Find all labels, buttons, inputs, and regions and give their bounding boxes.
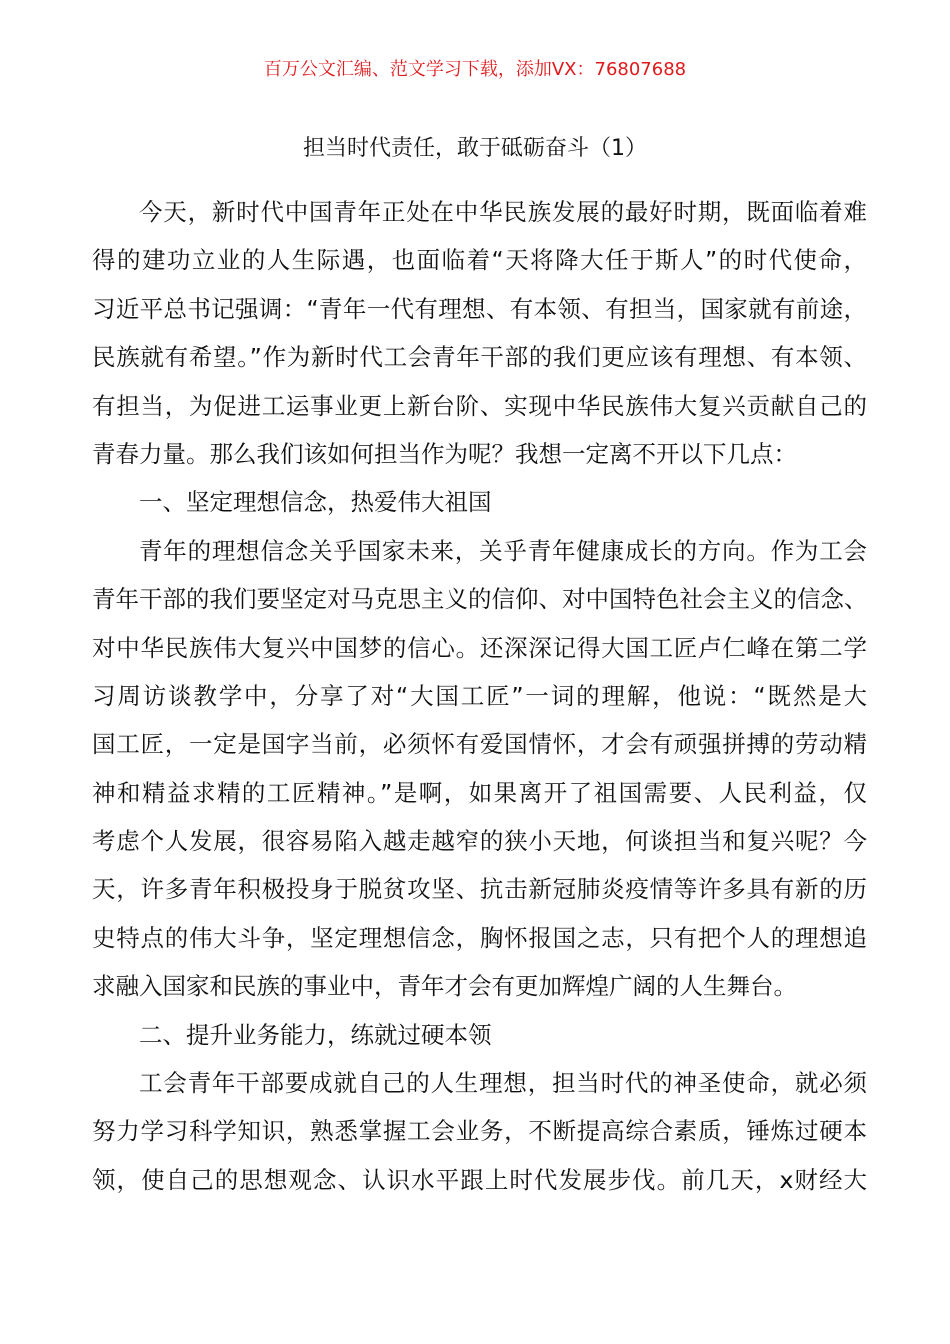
- paragraph-line: 考虑个人发展，很容易陷入越走越窄的狭小天地，何谈担当和复兴呢？今: [92, 827, 867, 856]
- paragraph-line: 领，使自己的思想观念、认识水平跟上时代发展步伐。前几天，x财经大: [92, 1165, 867, 1194]
- paragraph-line: 青春力量。那么我们该如何担当作为呢？我想一定离不开以下几点：: [92, 439, 797, 468]
- paragraph-line: 民族就有希望。”作为新时代工会青年干部的我们更应该有理想、有本领、: [92, 343, 867, 372]
- document-body: [92, 188, 867, 1204]
- paragraph-line: 神和精益求精的工匠精神。”是啊，如果离开了祖国需要、人民利益，仅: [92, 778, 867, 807]
- paragraph-line: 青年的理想信念关乎国家未来，关乎青年健康成长的方向。作为工会: [139, 536, 867, 565]
- paragraph-line: 今天，新时代中国青年正处在中华民族发展的最好时期，既面临着难: [139, 198, 867, 226]
- header-watermark: 百万公文汇编、范文学习下载，添加VX：76807688: [263, 59, 687, 80]
- section-heading: 二、提升业务能力，练就过硬本领: [139, 1020, 492, 1049]
- paragraph-line: 青年干部的我们要坚定对马克思主义的信仰、对中国特色社会主义的信念、: [92, 585, 867, 614]
- paragraph-line: 习周访谈教学中，分享了对“大国工匠”一词的理解，他说：“既然是大: [92, 681, 867, 710]
- paragraph-line: 对中华民族伟大复兴中国梦的信心。还深深记得大国工匠卢仁峰在第二学: [92, 633, 867, 662]
- paragraph-line: 史特点的伟大斗争，坚定理想信念，胸怀报国之志，只有把个人的理想追: [92, 923, 867, 952]
- section-heading: 一、坚定理想信念，热爱伟大祖国: [139, 488, 492, 517]
- paragraph-line: 得的建功立业的人生际遇，也面临着“天将降大任于斯人”的时代使命，: [92, 246, 867, 275]
- paragraph-line: 天，许多青年积极投身于脱贫攻坚、抗击新冠肺炎疫情等许多具有新的历: [92, 875, 867, 904]
- paragraph-line: 习近平总书记强调：“青年一代有理想、有本领、有担当，国家就有前途，: [92, 294, 867, 323]
- document-title: 担当时代责任，敢于砥砺奋斗（1）: [303, 136, 647, 161]
- paragraph-line: 国工匠，一定是国字当前，必须怀有爱国情怀，才会有顽强拼搏的劳动精: [92, 730, 867, 759]
- paragraph-line: 努力学习科学知识，熟悉掌握工会业务，不断提高综合素质，锤炼过硬本: [92, 1117, 867, 1146]
- paragraph-line: 求融入国家和民族的事业中，青年才会有更加辉煌广阔的人生舞台。: [92, 972, 797, 1001]
- paragraph-line: 工会青年干部要成就自己的人生理想，担当时代的神圣使命，就必须: [139, 1069, 867, 1098]
- paragraph-line: 有担当，为促进工运事业更上新台阶、实现中华民族伟大复兴贡献自己的: [92, 391, 867, 420]
